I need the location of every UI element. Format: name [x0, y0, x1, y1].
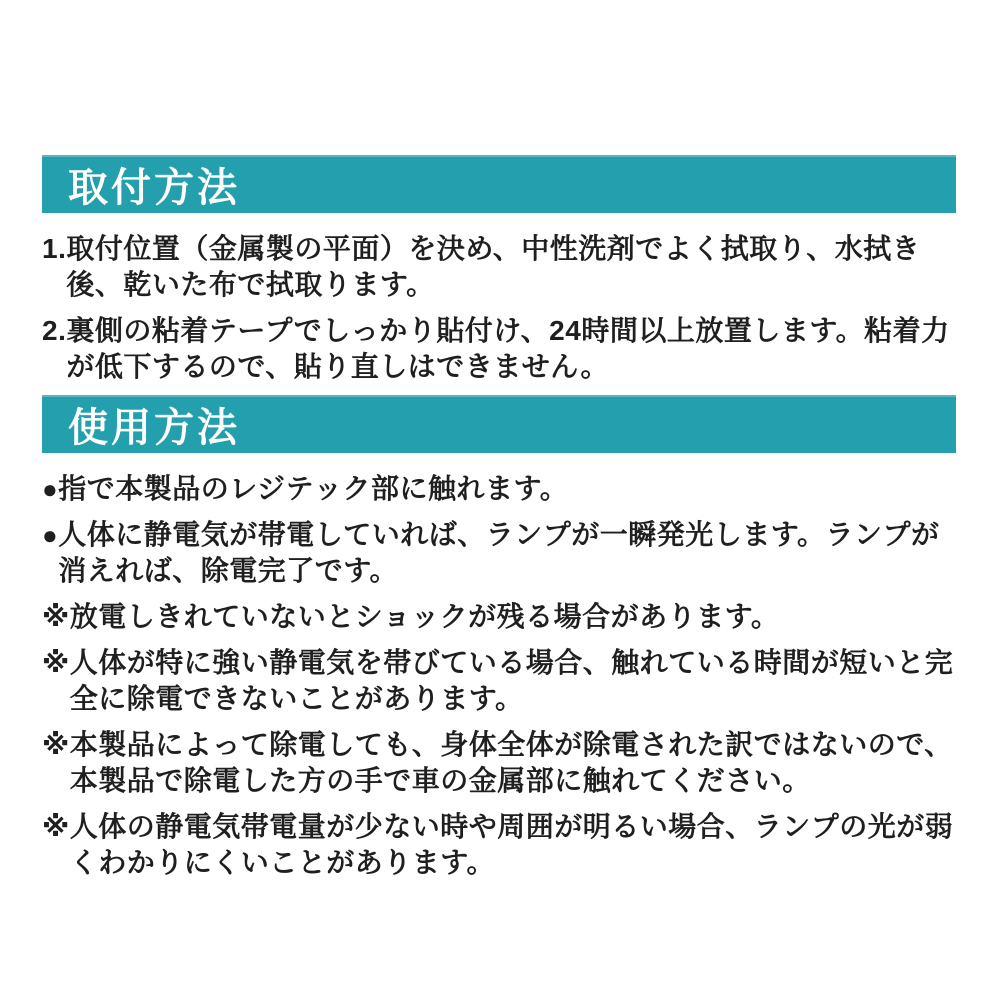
section-header-bar	[42, 155, 956, 213]
section-title: 使用方法	[68, 405, 240, 450]
instruction-item	[42, 599, 956, 635]
section-items	[42, 231, 956, 385]
instruction-item	[42, 809, 956, 881]
instruction-item	[42, 645, 956, 717]
item-text: 指で本製品のレジテック部に触れます。	[58, 473, 569, 504]
instruction-item	[42, 727, 956, 799]
item-text: 人体に静電気が帯電していれば、ランプが一瞬発光します。ランプが消えれば、除電完了です。	[58, 519, 940, 586]
instruction-item	[42, 231, 956, 303]
document	[42, 155, 956, 891]
item-marker: ※	[42, 647, 70, 678]
section-items	[42, 471, 956, 881]
item-marker: ●	[42, 474, 59, 504]
instruction-section	[42, 155, 956, 385]
item-marker: ※	[42, 811, 70, 842]
item-text: 人体が特に強い静電気を帯びている場合、触れている時間が短いと完全に除電できないことがあります。	[69, 647, 954, 714]
item-marker: 1.	[42, 233, 67, 264]
instruction-section	[42, 395, 956, 881]
item-text: 取付位置（金属製の平面）を決め、中性洗剤でよく拭取り、水拭き後、乾いた布で拭取ります。	[66, 233, 921, 300]
instruction-item	[42, 313, 956, 385]
item-text: 放電しきれていないとショックが残る場合があります。	[69, 601, 780, 632]
section-title: 取付方法	[68, 165, 240, 210]
item-marker: ※	[42, 729, 70, 760]
item-text: 本製品によって除電しても、身体全体が除電された訳ではないので、本製品で除電した方の手で車の金属部に触れてください。	[69, 729, 953, 796]
item-marker: ※	[42, 601, 70, 632]
instruction-item	[42, 517, 956, 589]
item-marker: 2.	[42, 315, 67, 346]
item-text: 裏側の粘着テープでしっかり貼付け、24時間以上放置します。粘着力が低下するので、貼り直しはできません。	[66, 315, 950, 382]
instruction-item	[42, 471, 956, 507]
section-header-bar	[42, 395, 956, 453]
item-text: 人体の静電気帯電量が少ない時や周囲が明るい場合、ランプの光が弱くわかりにくいことがあります。	[69, 811, 954, 878]
item-marker: ●	[42, 520, 59, 550]
